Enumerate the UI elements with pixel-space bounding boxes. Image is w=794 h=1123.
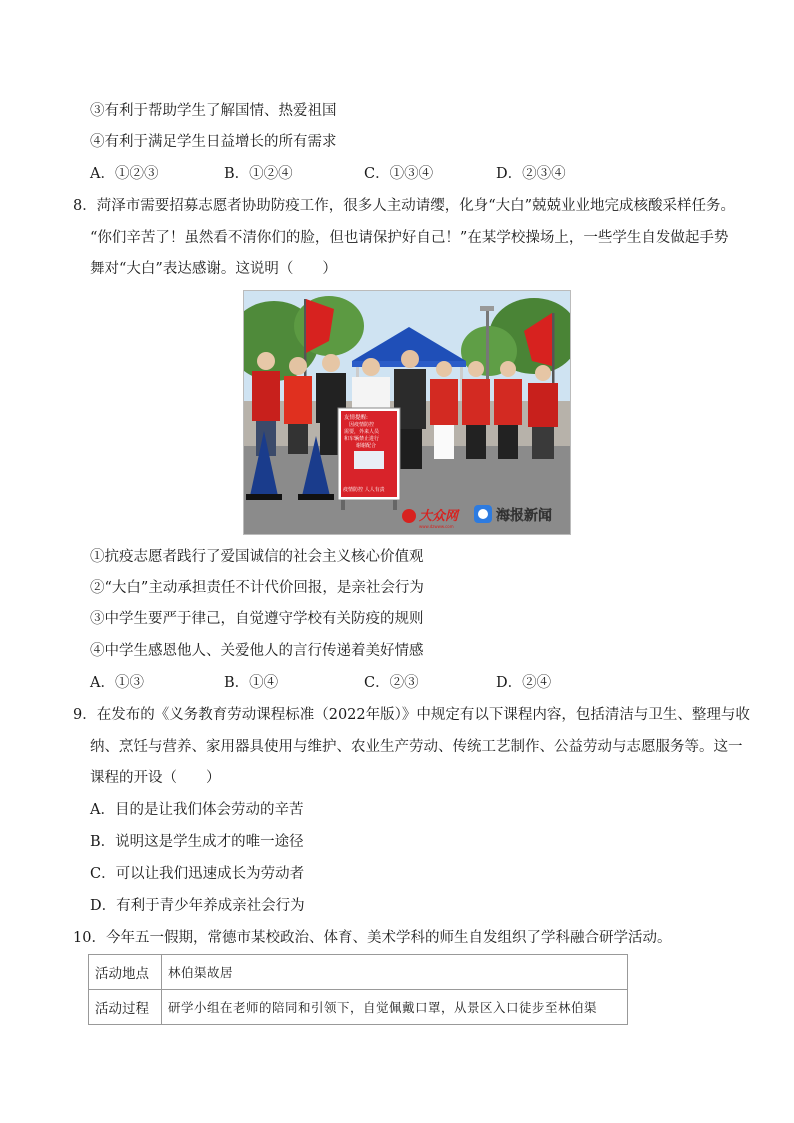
q7-option-b: B．①②④ — [224, 166, 293, 182]
q9-option-a: A．目的是让我们体会劳动的辛苦 — [90, 802, 304, 818]
sign-body-3: 和车辆禁止进行 — [344, 436, 380, 442]
q8-item-4: ④中学生感恩他人、关爱他人的言行传递着美好情感 — [90, 643, 424, 659]
q9-stem-line-1: 9．在发布的《义务教育劳动课程标准（2022年版）》中规定有以下课程内容，包括清洁与卫生、整理与收 — [73, 707, 750, 723]
q8-item-2: ②“大白”主动承担责任不计代价回报，是亲社会行为 — [90, 580, 424, 596]
q8-stem-line-3: 舞对“大白”表达感谢。这说明（ ） — [90, 261, 337, 277]
q9-option-b: B．说明这是学生成才的唯一途径 — [90, 834, 304, 850]
q10-stem: 10．今年五一假期，常德市某校政治、体育、美术学科的师生自发组织了学科融合研学活动。 — [73, 930, 672, 946]
table-key-process: 活动过程 — [89, 990, 162, 1025]
sign-body-4: 谢谢配合 — [356, 443, 377, 449]
table-value-process: 研学小组在老师的陪同和引领下，自觉佩戴口罩，从景区入口徒步至林伯渠 — [162, 990, 628, 1025]
q7-options — [90, 164, 710, 184]
q7-option-a: A．①②③ — [90, 166, 159, 182]
watermark-left: 大众网 — [419, 509, 459, 524]
haibao-logo — [474, 505, 552, 524]
watermark-left-sub: www.dzwww.com — [419, 524, 454, 529]
table-row — [89, 990, 628, 1025]
q7-item-4: ④有利于满足学生日益增长的所有需求 — [90, 134, 337, 150]
watermark-right: 海报新闻 — [496, 508, 552, 524]
q7-option-d: D．②③④ — [496, 166, 566, 182]
q8-stem-line-1: 8．菏泽市需要招募志愿者协助防疫工作，很多人主动请缨，化身“大白”兢兢业业地完成核酸采样任务。 — [73, 198, 736, 214]
q9-stem-line-3: 课程的开设（ ） — [90, 770, 221, 786]
sign-body-2: 需要，外来人员 — [344, 429, 380, 435]
q8-option-c: C．②③ — [364, 675, 419, 691]
q8-stem-line-2: “你们辛苦了！虽然看不清你们的脸，但也请保护好自己！”在某学校操场上，一些学生自发做起手势 — [90, 230, 729, 246]
q9-option-d: D．有利于青少年养成亲社会行为 — [90, 898, 305, 914]
q8-options — [90, 673, 710, 693]
q8-option-d: D．②④ — [496, 675, 552, 691]
volunteers-photo — [243, 290, 571, 535]
sign-footer: 疫情防控 人人有责 — [343, 487, 385, 493]
table-value-location: 林伯渠故居 — [162, 955, 628, 990]
q8-option-a: A．①③ — [90, 675, 144, 691]
q8-option-b: B．①④ — [224, 675, 279, 691]
sign-title: 友情提醒: — [344, 415, 368, 421]
q7-item-3: ③有利于帮助学生了解国情、热爱祖国 — [90, 103, 337, 119]
activity-table — [88, 954, 628, 1025]
q8-item-1: ①抗疫志愿者践行了爱国诚信的社会主义核心价值观 — [90, 549, 424, 565]
q9-option-c: C．可以让我们迅速成长为劳动者 — [90, 866, 305, 882]
q9-stem-line-2: 纳、烹饪与营养、家用器具使用与维护、农业生产劳动、传统工艺制作、公益劳动与志愿服务等。这一 — [90, 739, 743, 755]
sign-body-1: 因疫情防控 — [349, 422, 375, 428]
table-row — [89, 955, 628, 990]
q7-option-c: C．①③④ — [364, 166, 434, 182]
table-key-location: 活动地点 — [89, 955, 162, 990]
q8-item-3: ③中学生要严于律己，自觉遵守学校有关防疫的规则 — [90, 611, 424, 627]
